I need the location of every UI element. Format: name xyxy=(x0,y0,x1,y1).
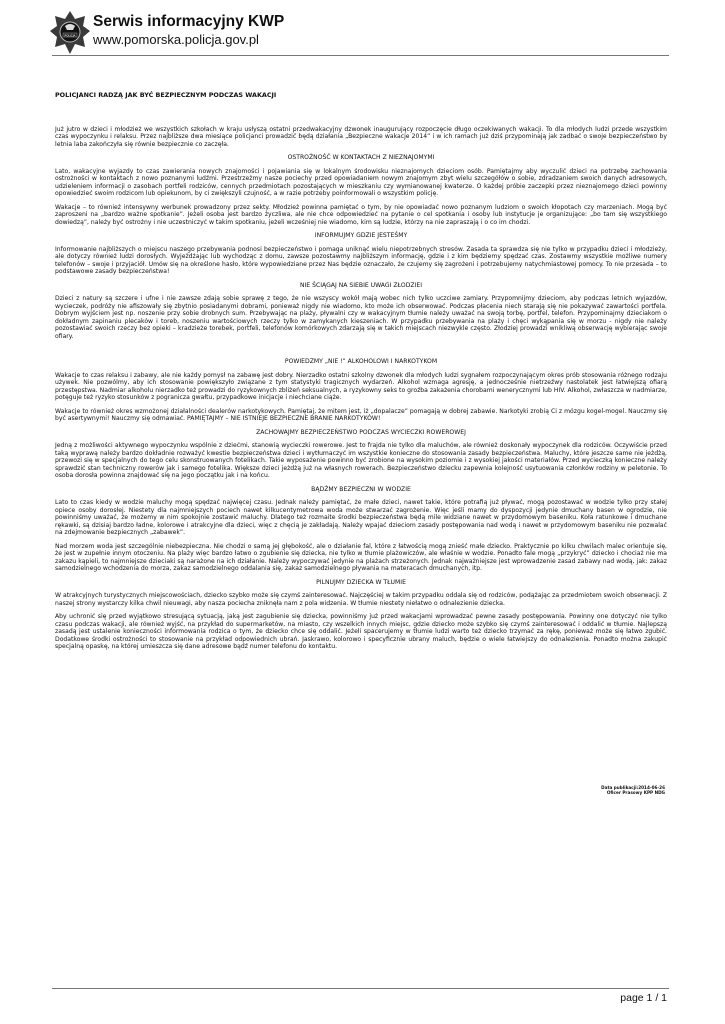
logo-text: POLICJA xyxy=(64,33,76,38)
section-heading: OSTROŻNOŚĆ W KONTAKTACH Z NIEZNAJOMYMI xyxy=(287,154,435,161)
section-heading: INFORMUJMY GDZIE JESTEŚMY xyxy=(314,232,408,239)
section-spacer xyxy=(55,346,667,358)
publication-date: Data publikacji:2014-06-26 xyxy=(601,785,665,790)
site-url: www.pomorska.policja.gov.pl xyxy=(93,32,259,47)
section-heading: POWIEDZMY „NIE !” ALKOHOLOWI I NARKOTYKOM xyxy=(284,358,438,365)
section-paragraph: Wakacje – to również intensywny werbunek prowadzony przez sekty. Młodzież powinna pamiętać o tym, by nie opowiadać nowo poznanym ludziom o swoich kłopotach czy marzeniach. Mogą być zaproszeni na „bardzo ważne spotkanie”. Jeżeli osoba jest bardzo życzliwa, ale nie chce odpowiedzieć na pytanie o cel spotkania i osoby lub instytucje je organizujące: „bo tam się wszystkiego dowiedzą”, należy być ostrożny i nie uczestniczyć w takim spotkaniu, jeżeli wcześniej nie wiadomo, kim są ludzie, którzy na nie zapraszają i o co im chodzi. xyxy=(55,203,667,226)
section-paragraph: Nad morzem woda jest szczególnie niebezpieczna. Nie chodzi o samą jej głębokość, ale o działanie fal, które z łatwością mogą znieść małe dziecko. Praktycznie po kilku chwilach malec orientuje się, że jest w zupełnie innym otoczeniu. Na plaży więc bardzo łatwo o zgubienie się dziecka, nie tylko w tłumie plażowiczów, ale właśnie w wodzie. Ponadto fale mogą „przykryć” dziecko i chociaż nie ma zakazu kąpieli, to najmniejsze dzieciaki są narażone na ich działanie. Należy wypoczywać jedynie na plażach strzeżonych. Jednak najważniejsze jest wprowadzenie zasad zabawy nad wodą, jak: zakaz samodzielnego wchodzenia do morza, zakaz samodzielnego oddalania się, zakaz samodzielnego pływania na materacach dmuchanych, itp. xyxy=(55,542,667,572)
section-paragraph: Jedną z możliwości aktywnego wypoczynku wspólnie z dziećmi, stanowią wycieczki rowerowe. Jest to frajda nie tylko dla maluchów, ale również doskonały wypoczynek dla rodziców. Oczywiście przed taką wyprawą należy bardzo dokładnie rozważyć kwestie bezpieczeństwa dzieci i wytłumaczyć im wszystkie konieczne do stosowania zasady bezpieczeństwa. Maluchy, które jeszcze same nie jeżdżą, przewozi się w specjalnych do tego celu skonstruowanych fotelikach. Takie wyposażenie powinno być zrobione na wysokim poziomie i z wysokiej jakości materiałów. Przed wycieczką konieczne należy sprawdzić stan techniczny rowerów jak i samego fotelika. Większe dzieci jeżdżą już na własnych rowerach. Bezpieczeństwo dziecku zapewnia kolejność usytuowania członków rodziny w peletonie. To osoba dorosła powinna znajdować się na jego początku jak i na końcu. xyxy=(55,442,667,479)
section-heading: ZACHOWAJMY BEZPIECZEŃSTWO PODCZAS WYCIECZKI ROWEROWEJ xyxy=(256,428,466,436)
section-paragraph: Dzieci z natury są szczere i ufne i nie zawsze zdają sobie sprawę z tego, że nie wszyscy wokół mają wobec nich tylko uczciwe zamiary. Przypomnijmy dzieciom, aby podczas letnich wyjazdów, wycieczek, podróży nie afiszowały się zbytnio posiadanymi dobrami, ponieważ nigdy nie wiadomo, kto może ich obserwować. Podczas płacenia niech starają się nie pokazywać zawartości portfela. Dobrym wyjściem jest np. noszenie przy sobie drobnych sum. Przebywając na plaży, pływalni czy w wakacyjnym tłumie należy uważać na swoją torbę, portfel, telefon. Przypominajmy dzieciakom o dokładnym zapinaniu plecaków i toreb, noszeniu wartościowych rzeczy tylko w zamykanych kieszeniach. W przypadku przebywania na plaży i chęci wykąpania się w morzu - nigdy nie należy pozostawiać swoich rzeczy bez opieki – kradzieże torebek, portfeli, telefonów komórkowych zdarzają się w takich miejscach niezwykle często. Złodziej prowadzi wnikliwą obserwację wybierając swoje ofiary. xyxy=(55,295,667,340)
section-paragraph: Wakacje to czas relaksu i zabawy, ale nie każdy pomysł na zabawę jest dobry. Nierzadko ostatni szkolny dzwonek dla młodych ludzi sygnałem rozpoczynającym okres prób stosowania różnego rodzaju używek. Nie pozwólmy, aby ich stosowanie powiększyło związane z tym statystyki tragicznych wydarzeń. Alkohol wzmaga agresję, a jednocześnie nietrzeźwy nastolatek jest łatwiejszą ofiarą przestępstwa. Nadmiar alkoholu nierzadko też prowadzi do ryzykownych zbliżeń seksualnych, a ryzykowny seks to groźba zakażenia chorobami wenerycznymi lub HIV. Alkohol, zwłaszcza w nadmiarze, potęguje też ryzyko stosunków z pogranicza gwałtu, przypadkowe inicjacje i niechciane ciąże. xyxy=(55,371,667,401)
section-paragraph: Lato, wakacyjne wyjazdy to czas zawierania nowych znajomości i pojawiania się w lokalnym środowisku nieznajomych dzieciom osób. Pamiętajmy aby wyczulić dzieci na potrzebę zachowania ostrożności w kontaktach z nowo poznanymi ludźmi. Przestrzeżmy nasze pociechy przed opowiadaniem nowym znajomym zbyt wielu szczegółów o sobie, zdradzaniem swoich danych adresowych, udzieleniem informacji o zasobach portfeli rodziców, cennych przedmiotach pozostających w mieszkaniu czy wymianowanej kwaterze. O każdej próbie zaczepki przez nieznajomego dzieci powinny opowiedzieć swoim rodzicom lub opiekunom, by ci zwiększyli czujność, a w razie potrzeby poinformowali o wszystkim policję. xyxy=(55,167,667,197)
section-paragraph: Informowanie najbliższych o miejscu naszego przebywania podnosi bezpieczeństwo i pomaga uniknąć wielu niepotrzebnych stresów. Zasada ta sprawdza się nie tylko w przypadku dzieci i młodzieży, ale dotyczy również ludzi dorosłych. Wyjeżdżając lub wychodząc z domu, zawsze pozostawmy najbliższym informację, gdzie i z kim będziemy spędzać czas. Zostawmy wszystkie możliwe numery telefonów – swoje i przyjaciół. Umów się na określone hasło, które wypowiedziane przez Nas będzie oznaczało, że czujemy się zagrożeni i potrzebujemy natychmiastowej pomocy. To nie przesada – to podstawowe zasady bezpieczeństwa! xyxy=(55,245,667,275)
section-paragraph: Aby uchronić się przed wyjątkowo stresującą sytuacją, jaką jest zagubienie się dziecka, powinniśmy już przed wakacjami wprowadzać pewne zasady postępowania. Powinny one dotyczyć nie tylko czasu podczas wakacji, ale również wyjść, na przykład do supermarketów, na miasto, czy wszelkich innych miejsc, gdzie dziecko może szybko się czymś zainteresować i oddalić w tłumie. Najlepszą zasadą jest ustalenie konieczności informowania rodzica o tym, że dziecko chce się oddalić. Jeżeli spacerujemy w tłumie ludzi warto też dziecko trzymać za rękę, ponieważ może się łatwo zgubić. Dodatkowe środki ostrożności to stosowanie na przykład odpowiednich ubrań. Jaskrawo, kolorowo i specyficznie ubrany maluch, będzie o wiele łatwiejszy do odnalezienia. Ponadto można zakupić specjalną opaskę, na której umieszcza się dane adresowe bądź numer telefonu do kontaktu. xyxy=(55,613,667,650)
section-paragraph: Lato to czas kiedy w wodzie maluchy mogą spędzać najwięcej czasu. Jednak należy pamiętać, że małe dzieci, nawet takie, które potrafią już pływać, mogą pozostawać w wodzie tylko przy stałej opiece osoby dorosłej. Niestety dla najmniejszych pociech nawet kilkucentymetrowa woda może stwarzać zagrożenie. Więc jeśli mamy do dyspozycji jedynie dmuchany basen w ogrodzie, nie powinniśmy uważać, że możemy w nim spokojnie zostawić maluchy. Dlatego też rozmaite środki bezpieczeństwa będą mile widziane nawet w przydomowym baseniku. Koła ratunkowe i dmuchane rękawki, są dzisiaj bardzo ładne, kolorowe i atrakcyjne dla dzieci, więc z chęcią je zakładają. Należy wpajać dzieciom zasady postępowania nad wodą i nawet w przydomowym baseniku nie pozwalać na zdejmowanie bezpiecznych „zabawek”. xyxy=(55,499,667,536)
site-title: Serwis informacyjny KWP xyxy=(93,13,285,30)
page-number: page 1 / 1 xyxy=(620,992,667,1004)
footer-divider xyxy=(52,988,669,989)
publication-signature xyxy=(601,785,665,795)
section-heading: BĄDŹMY BEZPIECZNI W WODZIE xyxy=(311,485,411,493)
article-title: POLICJANCI RADZĄ JAK BYĆ BEZPIECZNYM PODCZAS WAKACJI xyxy=(55,91,277,99)
site-header xyxy=(50,10,670,60)
section-paragraph: Wakacje to również okres wzmożonej działalności dealerów narkotykowych. Pamiętaj, że mitem jest, iż „dopalacze” pomagają w dobrej zabawie. Narkotyki zrobią Ci z mózgu kogel-mogel. Nauczmy się być asertywnymi! Nauczmy się odmawiać. PAMIĘTAJMY – NIE ISTNIEJE BEZPIECZNE BRANIE NARKOTYKÓW! xyxy=(55,407,667,422)
section-paragraph: W atrakcyjnych turystycznych miejscowościach, dziecko szybko może się czymś zainteresować. Najczęściej w takim przypadku oddala się od rodziców, podążając za przedmiotem swoich obserwacji. Z naszej strony wystarczy kilka chwil nieuwagi, aby nasza pociecha zniknęła nam z pola widzenia. W tłumie niestety niełatwo o odnalezienie dziecka. xyxy=(55,592,667,607)
police-star-logo-icon xyxy=(50,10,90,56)
section-heading: PILNUJMY DZIECKA W TŁUMIE xyxy=(316,578,406,586)
section-heading: NIE ŚCIĄGAJ NA SIEBIE UWAGI ZŁODZIEI xyxy=(299,281,423,289)
publication-author: Oficer Prasowy KPP NDG xyxy=(606,790,665,796)
article-content xyxy=(55,92,667,657)
article-intro: Już jutro w dzieci i młodzież we wszystkich szkołach w kraju usłyszą ostatni przedwakacyjny dzwonek inaugurujący rozpoczęcie długo oczekiwanych wakacji. To dla młodych ludzi przede wszystkim czas wypoczynku i relaksu. Przez najbliższe dwa miesiące policjanci prowadzić będą działania „Bezpieczne wakacje 2014” i w ich ramach już dziś przypominają jak zadbać o swoje bezpieczeństwo by letnia laba zakończyła się równie bezpiecznie co zaczęła. xyxy=(55,125,667,148)
header-divider xyxy=(52,55,669,56)
